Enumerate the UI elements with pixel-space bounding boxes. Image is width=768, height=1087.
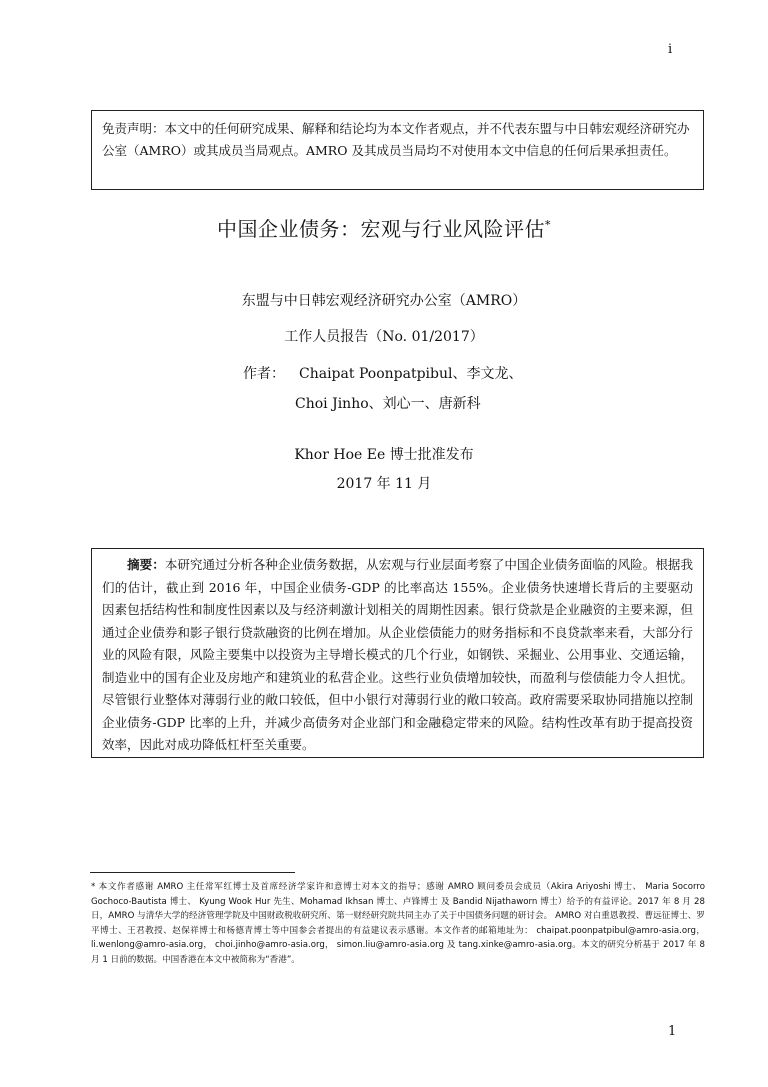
page-number-roman: i bbox=[668, 42, 673, 57]
publication-date: 2017 年 11 月 bbox=[336, 476, 432, 492]
authors-line-1 bbox=[243, 363, 523, 383]
organization-name: 东盟与中日韩宏观经济研究办公室（AMRO） bbox=[241, 293, 527, 309]
title-footnote-mark: * bbox=[545, 218, 551, 232]
title-text: 中国企业债务：宏观与行业风险评估 bbox=[217, 217, 545, 241]
disclaimer-box: 免责声明：本文中的任何研究成果、解释和结论均为本文作者观点，并不代表东盟与中日韩宏观经济研究办公室（AMRO）或其成员当局观点。AMRO 及其成员当局均不对使用本文中信息的任何后果承担责任。 bbox=[91, 110, 704, 190]
footnote-divider bbox=[90, 872, 295, 873]
abstract-box bbox=[91, 548, 704, 758]
report-number: 工作人员报告（No. 01/2017） bbox=[284, 329, 484, 345]
approval-line: Khor Hoe Ee 博士批准发布 bbox=[294, 447, 474, 463]
authors-names-1: Chaipat Poonpatpibul、李文龙、 bbox=[299, 366, 523, 382]
abstract-label: 摘要： bbox=[127, 557, 165, 572]
authors-line-2: Choi Jinho、刘心一、唐新科 bbox=[295, 396, 481, 412]
document-title bbox=[0, 213, 768, 242]
abstract-text: 本研究通过分析各种企业债务数据，从宏观与行业层面考察了中国企业债务面临的风险。根据我们的估计，截止到 2016 年，中国企业债务-GDP 的比率高达 155%。企业债务快速增长背后的主要驱动因素包括结构性和制度性因素以及与经济刺激计划相关的周期性因素。银行贷款是企业融资的主要来源，但通过企业债券和影子银行贷款融资的比例在增加。从企业偿债能力的财务指标和不良贷款率来看，大部分行业的风险有限，风险主要集中以投资为主导增长模式的几个行业，如钢铁、采掘业、公用事业、交通运输，制造业中的国有企业及房地产和建筑业的私营企业。这些行业负债增加较快，而盈利与偿债能力令人担忧。尽管银行业整体对薄弱行业的敞口较低，但中小银行对薄弱行业的敞口较高。政府需要采取协同措施以控制企业债务-GDP 比率的上升，并减少高债务对企业部门和金融稳定带来的风险。结构性改革有助于提高投资效率，因此对成功降低杠杆至关重要。 bbox=[102, 557, 693, 752]
page-number: 1 bbox=[668, 1024, 677, 1039]
authors-label: 作者： bbox=[243, 366, 285, 382]
footnote: * 本文作者感谢 AMRO 主任常军红博士及首席经济学家许和意博士对本文的指导；感谢 AMRO 顾问委员会成员（Akira Ariyoshi 博士、 Maria Socorro Gochoco-Bautista 博士、 Kyung Wook Hur 先生、Mohamad Ikhsan 博士、卢锋博士 及 Bandid Nijathaworn 博士）给予的有益评论。2017 年 8 月 28 日，AMRO 与清华大学的经济管理学院及中国财政税收研究所、第一财经研究院共同主办了关于中国债务问题的研讨会。 AMRO 对白重恩教授、曹远征博士、罗平博士、王君教授、赵保祥博士和杨德青博士等中国参会者提出的有益建议表示感谢。本文作者的邮箱地址为： chaipat.poonpatpibul@amro-asia.org， li.wenlong@amro-asia.org， choi.jinho@amro-asia.org， simon.liu@amro-asia.org 及 tang.xinke@amro-asia.org。本文的研究分析基于 2017 年 8 月 1 日前的数据。中国香港在本文中被简称为“香港”。 bbox=[91, 882, 705, 965]
